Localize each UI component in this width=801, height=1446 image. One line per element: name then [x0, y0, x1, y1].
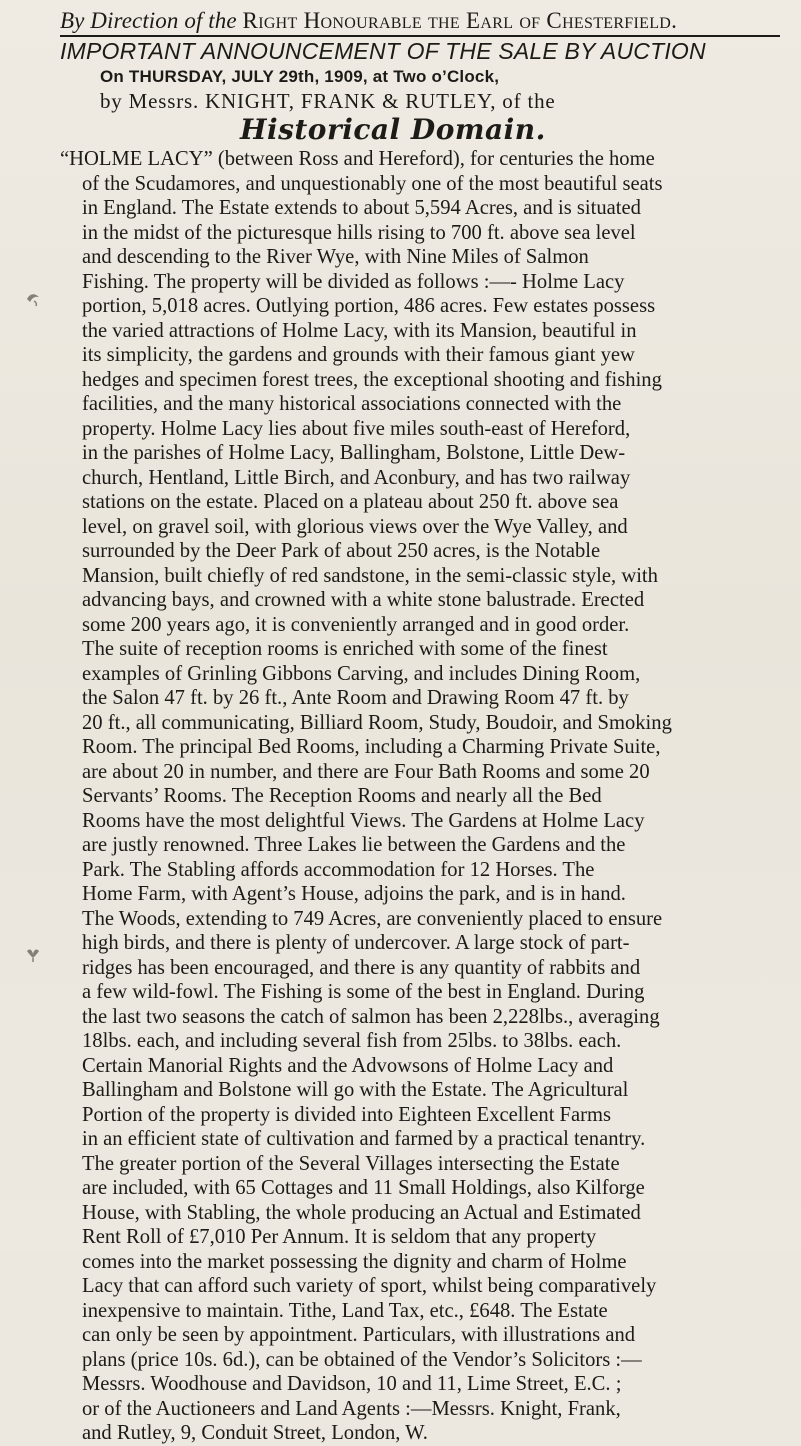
body-line: in the parishes of Holme Lacy, Ballingham, Bolstone, Little Dew- — [82, 442, 626, 464]
body-line: comes into the market possessing the dignity and charm of Holme — [82, 1250, 627, 1273]
body-line: ridges has been encouraged, and there is any quantity of rabbits and — [82, 956, 641, 979]
body-line: The greater portion of the Several Villages intersecting the Estate — [82, 1152, 620, 1175]
body-line: Rooms have the most delightful Views. The Gardens at Holme Lacy — [82, 809, 645, 832]
body-line: Portion of the property is divided into Eighteen Excellent Farms — [82, 1103, 612, 1126]
body-line: in an efficient state of cultivation and farmed by a practical tenantry. — [82, 1128, 646, 1150]
body-line: can only be seen by appointment. Particulars, with illustrations and — [82, 1324, 636, 1346]
body-line: inexpensive to maintain. Tithe, Land Tax, etc., £648. The Estate — [82, 1299, 608, 1322]
historical-domain-title: Historical Domain. — [240, 113, 546, 146]
body-line: portion, 5,018 acres. Outlying portion, 486 acres. Few estates possess — [82, 295, 656, 317]
body-line: some 200 years ago, it is conveniently arranged and in good order. — [82, 613, 630, 636]
body-text — [60, 147, 785, 1446]
body-line: the varied attractions of Holme Lacy, with its Mansion, beautiful in — [82, 319, 637, 342]
body-line: plans (price 10s. 6d.), can be obtained of the Vendor’s Solicitors :— — [82, 1348, 642, 1371]
body-line: the Salon 47 ft. by 26 ft., Ante Room and Drawing Room 47 ft. by — [82, 687, 629, 709]
auctioneers-line: by Messrs. KNIGHT, FRANK & RUTLEY, of the — [100, 89, 556, 113]
header-rule — [60, 35, 780, 37]
body-line: and descending to the River Wye, with Nine Miles of Salmon — [82, 246, 589, 268]
body-line: Messrs. Woodhouse and Davidson, 10 and 11, Lime Street, E.C. ; — [82, 1373, 622, 1395]
body-line: are included, with 65 Cottages and 11 Small Holdings, also Kilforge — [82, 1177, 645, 1199]
body-line: Certain Manorial Rights and the Advowsons of Holme Lacy and — [82, 1054, 614, 1077]
body-line: Mansion, built chiefly of red sandstone, in the semi-classic style, with — [82, 564, 658, 587]
body-line: of the Scudamores, and unquestionably one of the most beautiful seats — [82, 172, 663, 195]
body-line: hedges and specimen forest trees, the exceptional shooting and fishing — [82, 368, 662, 391]
fleuron-icon — [24, 946, 42, 964]
announcement-heading: IMPORTANT ANNOUNCEMENT OF THE SALE BY AUCTION — [60, 38, 706, 64]
body-line: or of the Auctioneers and Land Agents :—Messrs. Knight, Frank, — [82, 1397, 621, 1420]
body-line: facilities, and the many historical associations connected with the — [82, 393, 622, 415]
body-line: 18lbs. each, and including several fish from 25lbs. to 38lbs. each. — [82, 1030, 622, 1052]
sale-date-line: On THURSDAY, JULY 29th, 1909, at Two o’Clock, — [100, 67, 500, 86]
body-line: church, Hentland, Little Birch, and Aconbury, and has two railway — [82, 466, 631, 489]
body-line: “HOLME LACY” (between Ross and Hereford), for centuries the home — [60, 148, 655, 170]
body-line: in the midst of the picturesque hills rising to 700 ft. above sea level — [82, 221, 636, 244]
body-line: its simplicity, the gardens and grounds with their famous giant yew — [82, 344, 635, 366]
direction-prefix: By Direction of the — [60, 8, 243, 33]
body-line: in England. The Estate extends to about 5,594 Acres, and is situated — [82, 197, 641, 219]
fleuron-icon — [24, 290, 42, 308]
body-line: Home Farm, with Agent’s House, adjoins the park, and is in hand. — [82, 883, 626, 905]
body-line: The Woods, extending to 749 Acres, are conveniently placed to ensure — [82, 907, 663, 930]
body-line: and Rutley, 9, Conduit Street, London, W. — [82, 1422, 428, 1444]
direction-title: Right Honourable the Earl of Chesterfield. — [242, 8, 678, 33]
body-line: are justly renowned. Three Lakes lie between the Gardens and the — [82, 834, 626, 856]
body-line: level, on gravel soil, with glorious views over the Wye Valley, and — [82, 515, 628, 538]
body-line: Rent Roll of £7,010 Per Annum. It is seldom that any property — [82, 1226, 597, 1248]
body-line: property. Holme Lacy lies about five miles south-east of Hereford, — [82, 417, 631, 440]
body-line: a few wild-fowl. The Fishing is some of the best in England. During — [82, 981, 645, 1003]
body-line: Ballingham and Bolstone will go with the Estate. The Agricultural — [82, 1079, 629, 1101]
body-line: the last two seasons the catch of salmon has been 2,228lbs., averaging — [82, 1005, 660, 1028]
body-line: House, with Stabling, the whole producing an Actual and Estimated — [82, 1201, 641, 1224]
body-line: 20 ft., all communicating, Billiard Room, Study, Boudoir, and Smoking — [82, 711, 672, 734]
body-line: Lacy that can afford such variety of sport, whilst being comparatively — [82, 1275, 657, 1297]
direction-line — [60, 8, 785, 34]
body-line: stations on the estate. Placed on a plateau about 250 ft. above sea — [82, 491, 619, 513]
body-line: high birds, and there is plenty of undercover. A large stock of part- — [82, 932, 630, 954]
advertisement — [60, 8, 785, 1446]
body-line: Servants’ Rooms. The Reception Rooms and nearly all the Bed — [82, 785, 602, 807]
body-line: Park. The Stabling affords accommodation for 12 Horses. The — [82, 858, 595, 881]
body-line: are about 20 in number, and there are Four Bath Rooms and some 20 — [82, 760, 650, 783]
body-line: examples of Grinling Gibbons Carving, and includes Dining Room, — [82, 662, 641, 685]
body-line: Room. The principal Bed Rooms, including a Charming Private Suite, — [82, 736, 661, 758]
body-line: The suite of reception rooms is enriched with some of the finest — [82, 638, 608, 660]
body-line: Fishing. The property will be divided as follows :—- Holme Lacy — [82, 270, 625, 293]
body-line: advancing bays, and crowned with a white stone balustrade. Erected — [82, 589, 645, 611]
body-line: surrounded by the Deer Park of about 250 acres, is the Notable — [82, 540, 601, 562]
